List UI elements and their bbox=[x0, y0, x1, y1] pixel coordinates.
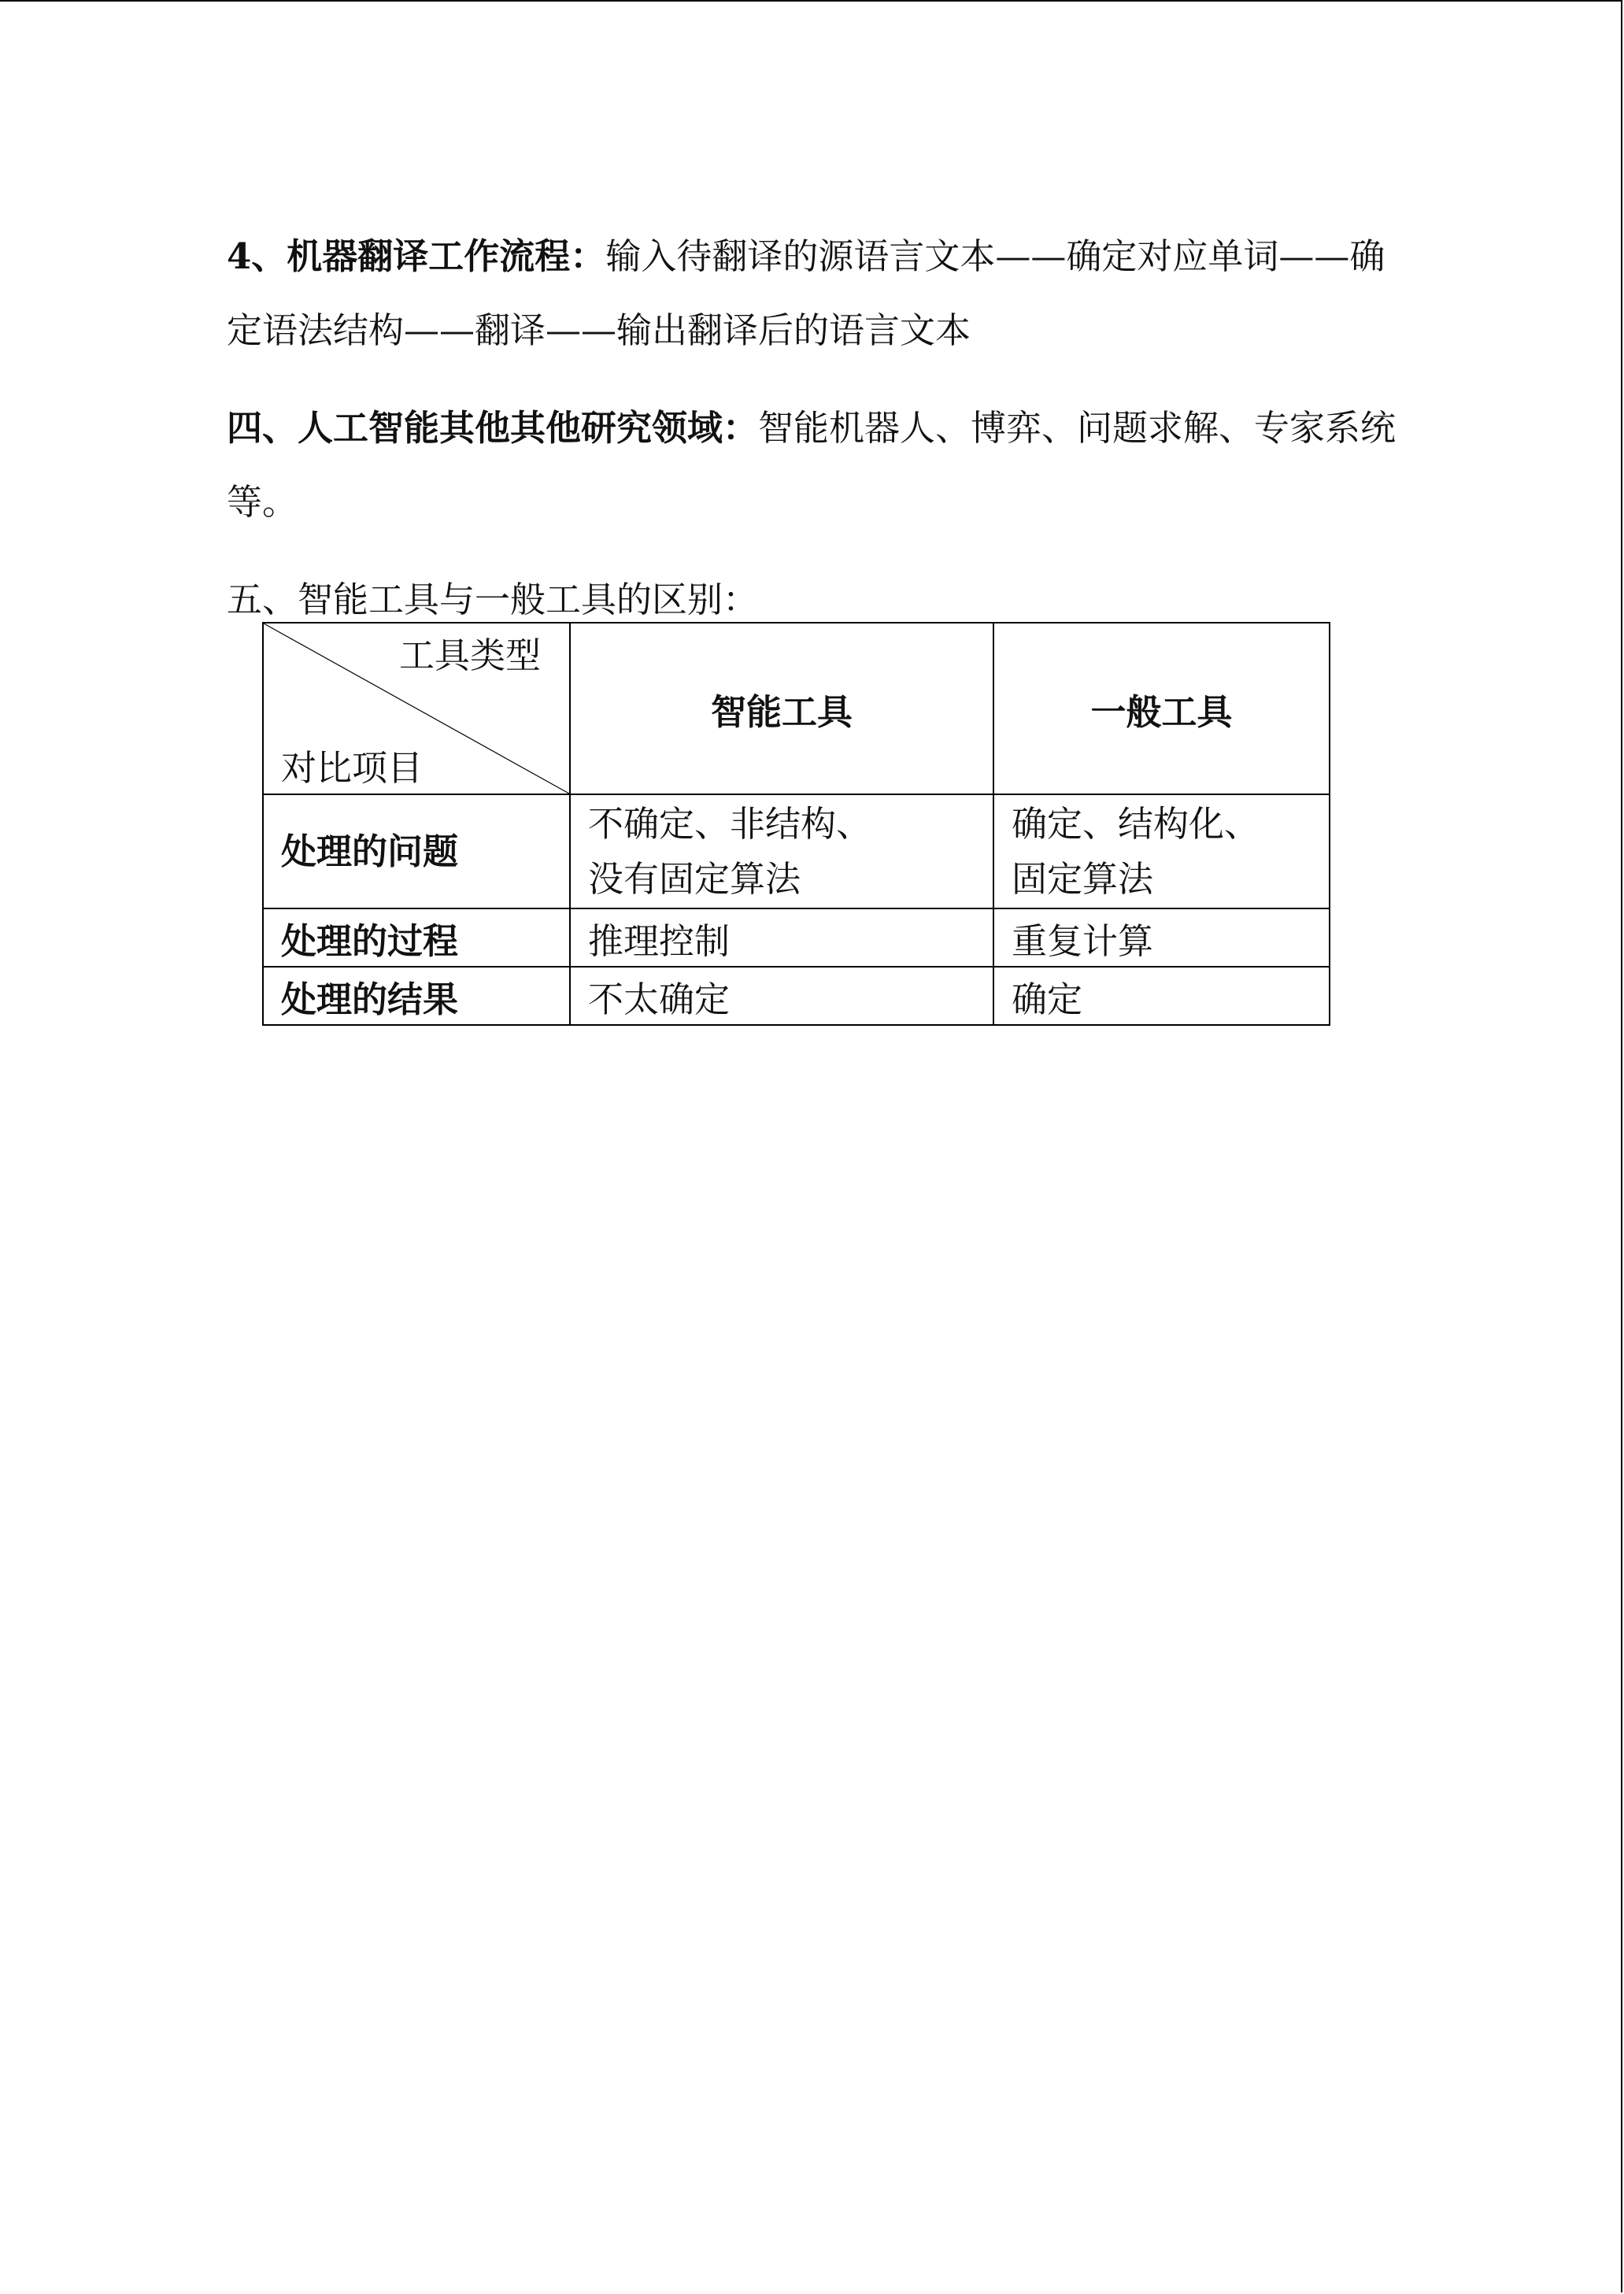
cell-general bbox=[993, 794, 1330, 908]
cell-line: 不确定、非结构、 bbox=[588, 802, 872, 845]
mt-workflow-body: 输入待翻译的源语言文本——确定对应单词——确定语法结构——翻译——输出翻译后的语言文本 bbox=[227, 235, 1385, 351]
row-label: 处理的过程 bbox=[263, 908, 570, 967]
diagonal-header-cell bbox=[263, 623, 570, 794]
cell-general: 重复计算 bbox=[993, 908, 1330, 967]
row-label: 处理的结果 bbox=[263, 967, 570, 1025]
column-header-smart-tool: 智能工具 bbox=[570, 623, 993, 794]
table-row bbox=[263, 794, 1330, 908]
paragraph-mt-workflow bbox=[227, 220, 1408, 368]
cell-smart: 推理控制 bbox=[570, 908, 993, 967]
table-row bbox=[263, 908, 1330, 967]
table-row bbox=[263, 967, 1330, 1025]
cell-general: 确定 bbox=[993, 967, 1330, 1025]
row-label: 处理的问题 bbox=[263, 794, 570, 908]
cell-line: 确定、结构化、 bbox=[1012, 802, 1260, 845]
comparison-table bbox=[262, 622, 1330, 1026]
paragraph-other-fields bbox=[227, 391, 1408, 539]
other-fields-body: 智能机器人、博弈、问题求解、专家系统等。 bbox=[227, 407, 1396, 523]
corner-label-compare-item: 对比项目 bbox=[281, 747, 424, 789]
tool-difference-heading: 五、智能工具与一般工具的区别： bbox=[227, 579, 759, 620]
other-fields-heading: 四、人工智能其他其他研究领域： bbox=[227, 407, 759, 449]
cell-line: 固定算法 bbox=[1012, 857, 1154, 900]
cell-smart: 不太确定 bbox=[570, 967, 993, 1025]
mt-workflow-heading: 4、机器翻译工作流程： bbox=[227, 235, 606, 277]
cell-smart bbox=[570, 794, 993, 908]
corner-label-tool-type: 工具类型 bbox=[398, 635, 541, 676]
column-header-general-tool: 一般工具 bbox=[993, 623, 1330, 794]
table-header-row bbox=[263, 623, 1330, 794]
cell-line: 没有固定算法 bbox=[588, 857, 801, 900]
